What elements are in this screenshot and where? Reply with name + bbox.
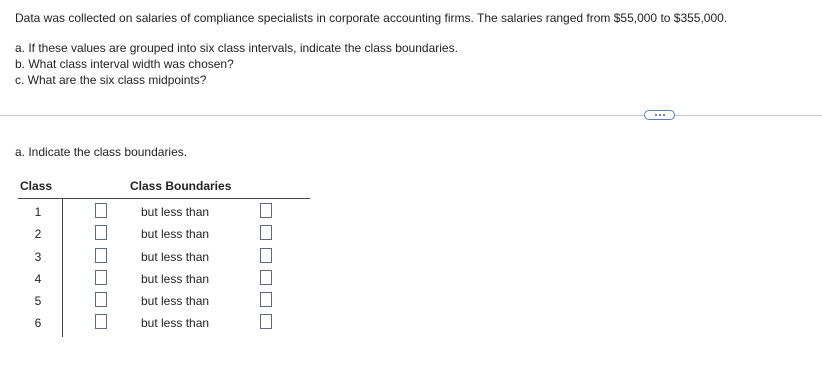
section-divider: [0, 115, 822, 116]
lower-boundary-input[interactable]: [95, 203, 107, 218]
question-b: b. What class interval width was chosen?: [15, 57, 234, 71]
but-less-than-label: but less than: [141, 205, 210, 219]
class-number: 6: [34, 316, 42, 330]
but-less-than-label: but less than: [141, 294, 210, 308]
but-less-than-label: but less than: [141, 272, 210, 286]
question-c: c. What are the six class midpoints?: [15, 73, 207, 87]
lower-boundary-input[interactable]: [95, 314, 107, 329]
class-number: 4: [34, 272, 42, 286]
ellipsis-icon: [655, 114, 665, 116]
upper-boundary-input[interactable]: [260, 248, 272, 263]
expand-more-button[interactable]: [644, 110, 675, 120]
upper-boundary-input[interactable]: [260, 203, 272, 218]
class-number: 2: [34, 227, 42, 241]
upper-boundary-input[interactable]: [260, 225, 272, 240]
table-row: [0, 290, 320, 312]
class-number: 1: [34, 205, 42, 219]
table-row: [0, 223, 320, 245]
upper-boundary-input[interactable]: [260, 292, 272, 307]
table-row: [0, 312, 320, 334]
but-less-than-label: but less than: [141, 250, 210, 264]
table-row: [0, 268, 320, 290]
lower-boundary-input[interactable]: [95, 225, 107, 240]
upper-boundary-input[interactable]: [260, 314, 272, 329]
but-less-than-label: but less than: [141, 316, 210, 330]
class-number: 3: [34, 250, 42, 264]
table-row: [0, 246, 320, 268]
table-row: [0, 201, 320, 223]
lower-boundary-input[interactable]: [95, 292, 107, 307]
boundaries-column-header: Class Boundaries: [130, 179, 232, 193]
problem-intro: Data was collected on salaries of compliance specialists in corporate accounting firms. The salaries ranged from $55,000 to $355,000.: [15, 11, 728, 25]
lower-boundary-input[interactable]: [95, 248, 107, 263]
class-number: 5: [34, 294, 42, 308]
but-less-than-label: but less than: [141, 227, 210, 241]
class-column-header: Class: [20, 179, 53, 193]
question-a: a. If these values are grouped into six class intervals, indicate the class boundaries.: [15, 41, 458, 55]
lower-boundary-input[interactable]: [95, 270, 107, 285]
part-a-label: a. Indicate the class boundaries.: [15, 145, 188, 159]
upper-boundary-input[interactable]: [260, 270, 272, 285]
